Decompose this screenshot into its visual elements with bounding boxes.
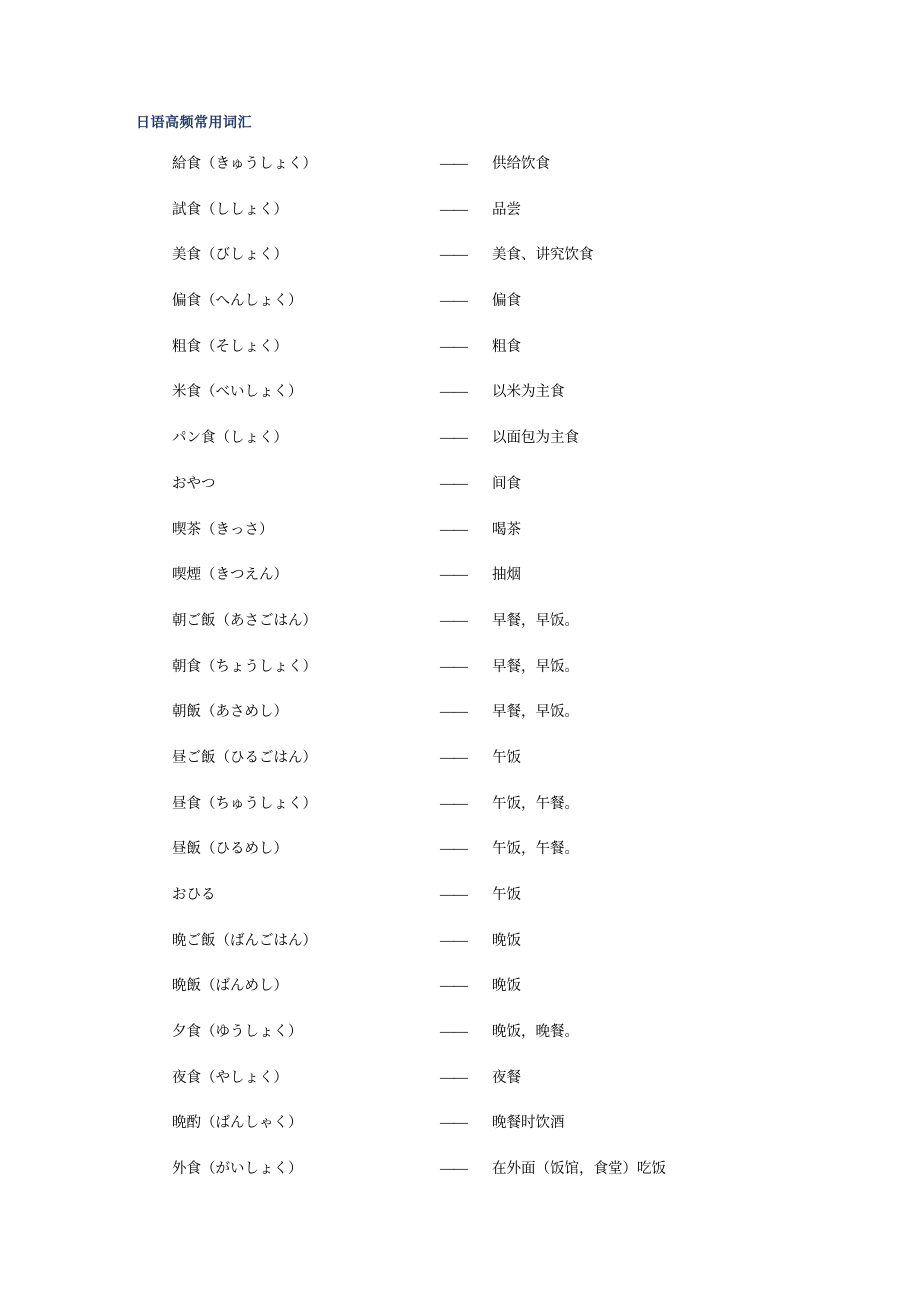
list-item: [0, 792, 920, 838]
dash-separator: ——: [440, 1024, 467, 1041]
vocab-meaning: 午饭: [492, 887, 521, 903]
dash-separator: ——: [440, 749, 467, 766]
vocab-term: 朝飯（あさめし）: [172, 704, 288, 721]
list-item: [0, 609, 920, 655]
list-item: [0, 1066, 920, 1112]
vocab-meaning: 午饭，午餐。: [492, 841, 579, 858]
list-item: [0, 289, 920, 335]
vocab-term: 喫煙（きつえん）: [172, 567, 288, 584]
list-item: [0, 243, 920, 289]
dash-separator: ——: [440, 247, 467, 264]
vocab-meaning: 晚饭，晚餐。: [492, 1024, 579, 1041]
vocab-meaning: 供给饮食: [492, 156, 550, 172]
list-item: [0, 655, 920, 701]
list-item: [0, 472, 920, 518]
vocab-meaning: 粗食: [492, 338, 521, 355]
vocab-term: 朝食（ちょうしょく）: [172, 658, 317, 675]
list-item: [0, 883, 920, 929]
dash-separator: ——: [440, 1161, 467, 1178]
vocab-meaning: 午饭，午餐。: [492, 795, 579, 812]
dash-separator: ——: [440, 1115, 467, 1132]
vocab-term: 晩飯（ばんめし）: [172, 978, 288, 995]
dash-separator: ——: [440, 201, 467, 218]
dash-separator: ——: [440, 612, 467, 629]
vocab-meaning: 以米为主食: [492, 384, 565, 401]
vocabulary-list: [0, 152, 920, 1203]
list-item: [0, 1020, 920, 1066]
list-item: [0, 518, 920, 564]
vocab-term: 晩酌（ばんしゃく）: [172, 1115, 303, 1132]
vocab-meaning: 美食、讲究饮食: [492, 247, 594, 264]
vocab-term: 昼ご飯（ひるごはん）: [172, 749, 317, 766]
list-item: [0, 380, 920, 426]
vocab-meaning: 抽烟: [492, 567, 521, 584]
vocab-term: 外食（がいしょく）: [172, 1161, 303, 1178]
dash-separator: ——: [440, 932, 467, 949]
dash-separator: ——: [440, 475, 467, 492]
vocab-meaning: 早餐，早饭。: [492, 658, 579, 675]
vocab-term: 米食（べいしょく）: [172, 384, 303, 401]
dash-separator: ——: [440, 978, 467, 995]
vocab-meaning: 在外面（饭馆，食堂）吃饭: [492, 1161, 666, 1178]
vocab-term: 美食（びしょく）: [172, 247, 288, 264]
dash-separator: ——: [440, 841, 467, 858]
dash-separator: ——: [440, 704, 467, 721]
vocab-meaning: 晚饭: [492, 978, 521, 995]
vocab-term: パン食（しょく）: [172, 430, 288, 447]
dash-separator: ——: [440, 430, 467, 447]
vocab-term: 晩ご飯（ばんごはん）: [172, 932, 317, 949]
dash-separator: ——: [440, 338, 467, 355]
list-item: [0, 746, 920, 792]
dash-separator: ——: [440, 293, 467, 310]
vocab-term: 朝ご飯（あさごはん）: [172, 612, 317, 629]
vocab-meaning: 午饭: [492, 749, 521, 766]
vocab-term: 給食（きゅうしょく）: [172, 156, 317, 172]
vocab-term: 昼食（ちゅうしょく）: [172, 795, 317, 812]
vocab-term: 昼飯（ひるめし）: [172, 841, 288, 858]
vocab-term: 粗食（そしょく）: [172, 338, 288, 355]
vocab-term: おやつ: [172, 475, 216, 492]
vocab-meaning: 以面包为主食: [492, 430, 579, 447]
vocab-meaning: 间食: [492, 475, 521, 492]
list-item: [0, 1111, 920, 1157]
list-item: [0, 198, 920, 244]
list-item: [0, 837, 920, 883]
list-item: [0, 152, 920, 198]
vocab-meaning: 喝茶: [492, 521, 521, 538]
list-item: [0, 929, 920, 975]
list-item: [0, 335, 920, 381]
vocab-meaning: 晚餐时饮酒: [492, 1115, 565, 1132]
vocab-meaning: 品尝: [492, 201, 521, 218]
page-title: 日语高频常用词汇: [136, 114, 252, 130]
vocab-meaning: 早餐，早饭。: [492, 612, 579, 629]
dash-separator: ——: [440, 156, 467, 172]
list-item: [0, 1157, 920, 1203]
list-item: [0, 974, 920, 1020]
dash-separator: ——: [440, 384, 467, 401]
vocab-meaning: 晚饭: [492, 932, 521, 949]
dash-separator: ——: [440, 567, 467, 584]
list-item: [0, 426, 920, 472]
dash-separator: ——: [440, 1069, 467, 1086]
vocab-term: 試食（ししょく）: [172, 201, 288, 218]
dash-separator: ——: [440, 658, 467, 675]
vocab-meaning: 偏食: [492, 293, 521, 310]
vocab-term: 夜食（やしょく）: [172, 1069, 288, 1086]
dash-separator: ——: [440, 887, 467, 903]
dash-separator: ——: [440, 521, 467, 538]
list-item: [0, 563, 920, 609]
vocab-term: 喫茶（きっさ）: [172, 521, 274, 538]
list-item: [0, 700, 920, 746]
dash-separator: ——: [440, 795, 467, 812]
vocab-term: おひる: [172, 887, 216, 903]
vocab-term: 偏食（へんしょく）: [172, 293, 303, 310]
vocab-term: 夕食（ゆうしょく）: [172, 1024, 303, 1041]
vocab-meaning: 夜餐: [492, 1069, 521, 1086]
vocab-meaning: 早餐，早饭。: [492, 704, 579, 721]
